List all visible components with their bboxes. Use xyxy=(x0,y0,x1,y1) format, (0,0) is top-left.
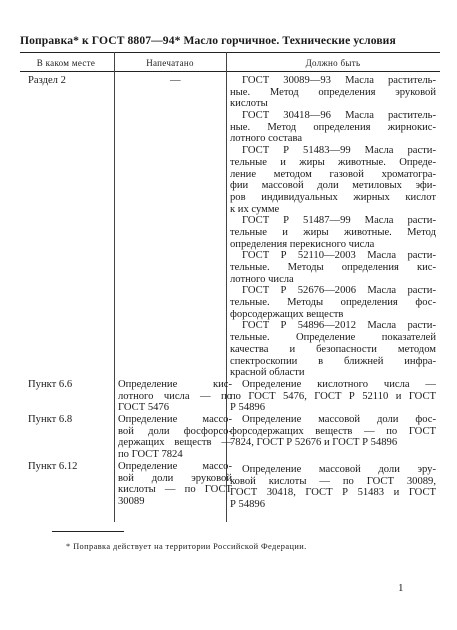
row-should-6-6 xyxy=(230,379,436,414)
document-title: Поправка* к ГОСТ 8807—94* Масло горчичное. Технические условия xyxy=(20,34,396,47)
should-line: ГОСТ 30089—93 Масла раститель- xyxy=(242,75,436,86)
printed-line: кислоты — по ГОСТ xyxy=(118,484,232,496)
row-where-section2: Раздел 2 xyxy=(28,75,66,86)
printed-line: держащих веществ — xyxy=(118,437,232,449)
column-header-printed: Напечатано xyxy=(146,58,194,68)
should-line: ГОСТ 30418, ГОСТ Р 51483 и ГОСТ xyxy=(230,487,436,499)
printed-line: вой доли эруковой xyxy=(118,472,232,484)
row-where-6-12: Пункт 6.12 xyxy=(28,461,78,472)
row-where-6-8: Пункт 6.8 xyxy=(28,414,73,425)
printed-line: Определение кис- xyxy=(118,379,232,390)
should-line: тельные и жиры животные. Опреде- xyxy=(230,156,436,168)
should-line: спектроскопии в ближней инфра- xyxy=(230,355,436,367)
row-printed-6-8 xyxy=(118,414,232,461)
should-line: Определение массовой доли фос- xyxy=(242,414,436,425)
should-line: кислоты xyxy=(230,98,268,110)
should-line: ление методом газовой хроматогра- xyxy=(230,168,436,180)
should-line: ГОСТ Р 52110—2003 Масла расти- xyxy=(242,250,436,262)
should-line: ные. Метод определения эруковой xyxy=(230,86,436,98)
should-line: форсодержащих веществ — по ГОСТ xyxy=(230,425,436,437)
should-line: Р 54896 xyxy=(230,499,266,511)
printed-line: ГОСТ 5476 xyxy=(118,402,170,414)
should-line: лотного состава xyxy=(230,133,303,145)
row-printed-6-6 xyxy=(118,379,232,414)
printed-line: Определение массо- xyxy=(118,414,232,425)
printed-line: 30089 xyxy=(118,496,145,508)
row-should-6-12 xyxy=(230,464,436,511)
column-header-should-be: Должно быть xyxy=(305,58,361,68)
page-number: 1 xyxy=(398,582,404,594)
should-line: ковой кислоты — по ГОСТ 30089, xyxy=(230,475,436,487)
printed-line: лотного числа — по xyxy=(118,390,232,402)
should-line: по ГОСТ 5476, ГОСТ Р 52110 и ГОСТ xyxy=(230,390,436,402)
should-line: качества и безопасности методом xyxy=(230,343,436,355)
row-where-6-6: Пункт 6.6 xyxy=(28,379,73,390)
header-top-rule xyxy=(20,52,440,53)
should-line: Определение кислотного числа — xyxy=(242,379,436,390)
footnote: * Поправка действует на территории Российской Федерации. xyxy=(66,542,307,551)
printed-line: Определение массо- xyxy=(118,461,232,472)
should-line: ГОСТ Р 54896—2012 Масла расти- xyxy=(242,320,436,332)
should-line: к их сумме xyxy=(230,203,280,215)
should-line: фии массовой доли метиловых эфи- xyxy=(230,180,436,192)
should-line: форсодержащих веществ xyxy=(230,308,344,320)
should-line: ГОСТ Р 51483—99 Масла расти- xyxy=(242,145,436,157)
should-line: определения перекисного числа xyxy=(230,238,375,250)
should-line: ГОСТ Р 52676—2006 Масла расти- xyxy=(242,285,436,297)
column-header-where: В каком месте xyxy=(36,58,96,68)
should-line: тельные и жиры животные. Метод xyxy=(230,226,436,238)
should-line: ные. Метод определения жирнокис- xyxy=(230,121,436,133)
column-divider-1 xyxy=(114,52,115,522)
header-bottom-rule xyxy=(20,71,440,72)
should-line: тельные. Методы определения кис- xyxy=(230,262,436,273)
footnote-rule xyxy=(52,531,124,532)
printed-line: вой доли фосфорсо- xyxy=(118,425,232,437)
should-line: ГОСТ Р 51487—99 Масла расти- xyxy=(242,215,436,227)
should-line: Определение массовой доли эру- xyxy=(242,464,436,475)
should-line: 7824, ГОСТ Р 52676 и ГОСТ Р 54896 xyxy=(230,437,398,449)
should-line: красной области xyxy=(230,367,305,379)
row-printed-section2: — xyxy=(170,75,181,86)
should-line: лотного числа xyxy=(230,273,294,285)
row-printed-6-12 xyxy=(118,461,232,508)
row-should-6-8 xyxy=(230,414,436,449)
should-line: Р 54896 xyxy=(230,402,266,414)
printed-line: по ГОСТ 7824 xyxy=(118,449,183,461)
should-line: тельные. Определение показателей xyxy=(230,332,436,344)
should-line: ГОСТ 30418—96 Масла раститель- xyxy=(242,110,436,122)
row-should-section2 xyxy=(230,75,436,379)
should-line: тельные. Методы определения фос- xyxy=(230,297,436,309)
should-line: ров индивидуальных жирных кислот xyxy=(230,191,436,203)
